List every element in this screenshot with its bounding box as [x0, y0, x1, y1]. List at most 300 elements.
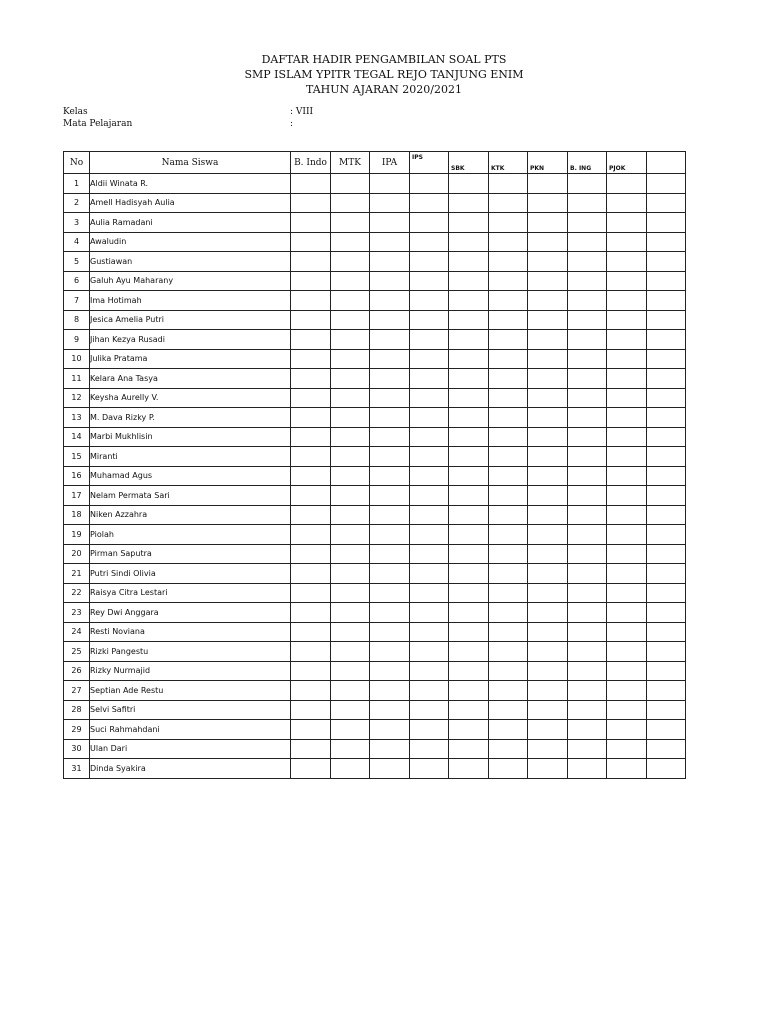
signature-cell[interactable] [291, 525, 331, 545]
signature-cell[interactable] [410, 739, 449, 759]
signature-cell[interactable] [331, 544, 370, 564]
signature-cell[interactable] [528, 271, 568, 291]
signature-cell[interactable] [607, 622, 647, 642]
signature-cell[interactable] [410, 427, 449, 447]
signature-cell[interactable] [331, 232, 370, 252]
signature-cell[interactable] [528, 603, 568, 623]
signature-cell[interactable] [370, 213, 410, 233]
signature-cell[interactable] [528, 291, 568, 311]
signature-cell[interactable] [331, 642, 370, 662]
signature-cell[interactable] [449, 720, 489, 740]
signature-cell[interactable] [607, 369, 647, 389]
signature-cell[interactable] [489, 408, 528, 428]
signature-cell[interactable] [410, 661, 449, 681]
signature-cell[interactable] [528, 505, 568, 525]
signature-cell[interactable] [568, 759, 607, 779]
signature-cell[interactable] [331, 369, 370, 389]
signature-cell[interactable] [410, 447, 449, 467]
signature-cell[interactable] [410, 525, 449, 545]
signature-cell[interactable] [647, 564, 686, 584]
signature-cell[interactable] [291, 349, 331, 369]
signature-cell[interactable] [647, 291, 686, 311]
signature-cell[interactable] [449, 271, 489, 291]
signature-cell[interactable] [568, 232, 607, 252]
signature-cell[interactable] [647, 388, 686, 408]
signature-cell[interactable] [607, 739, 647, 759]
signature-cell[interactable] [647, 661, 686, 681]
signature-cell[interactable] [568, 466, 607, 486]
signature-cell[interactable] [489, 291, 528, 311]
signature-cell[interactable] [647, 583, 686, 603]
signature-cell[interactable] [647, 681, 686, 701]
signature-cell[interactable] [410, 583, 449, 603]
signature-cell[interactable] [370, 369, 410, 389]
signature-cell[interactable] [607, 603, 647, 623]
signature-cell[interactable] [647, 525, 686, 545]
signature-cell[interactable] [449, 447, 489, 467]
signature-cell[interactable] [489, 330, 528, 350]
signature-cell[interactable] [449, 408, 489, 428]
signature-cell[interactable] [291, 291, 331, 311]
signature-cell[interactable] [607, 213, 647, 233]
signature-cell[interactable] [331, 720, 370, 740]
signature-cell[interactable] [410, 759, 449, 779]
signature-cell[interactable] [370, 564, 410, 584]
signature-cell[interactable] [568, 661, 607, 681]
signature-cell[interactable] [489, 349, 528, 369]
signature-cell[interactable] [331, 622, 370, 642]
signature-cell[interactable] [607, 583, 647, 603]
signature-cell[interactable] [647, 252, 686, 272]
signature-cell[interactable] [410, 349, 449, 369]
signature-cell[interactable] [291, 700, 331, 720]
signature-cell[interactable] [568, 330, 607, 350]
signature-cell[interactable] [370, 427, 410, 447]
signature-cell[interactable] [410, 330, 449, 350]
signature-cell[interactable] [528, 622, 568, 642]
signature-cell[interactable] [449, 505, 489, 525]
signature-cell[interactable] [331, 486, 370, 506]
signature-cell[interactable] [370, 408, 410, 428]
signature-cell[interactable] [370, 252, 410, 272]
signature-cell[interactable] [489, 642, 528, 662]
signature-cell[interactable] [410, 252, 449, 272]
signature-cell[interactable] [568, 174, 607, 194]
signature-cell[interactable] [449, 525, 489, 545]
signature-cell[interactable] [291, 642, 331, 662]
signature-cell[interactable] [528, 720, 568, 740]
signature-cell[interactable] [647, 642, 686, 662]
signature-cell[interactable] [370, 486, 410, 506]
signature-cell[interactable] [370, 310, 410, 330]
signature-cell[interactable] [607, 642, 647, 662]
signature-cell[interactable] [410, 193, 449, 213]
signature-cell[interactable] [449, 427, 489, 447]
signature-cell[interactable] [291, 310, 331, 330]
signature-cell[interactable] [528, 330, 568, 350]
signature-cell[interactable] [568, 700, 607, 720]
signature-cell[interactable] [647, 213, 686, 233]
signature-cell[interactable] [370, 505, 410, 525]
signature-cell[interactable] [410, 486, 449, 506]
signature-cell[interactable] [489, 213, 528, 233]
signature-cell[interactable] [568, 583, 607, 603]
signature-cell[interactable] [489, 174, 528, 194]
signature-cell[interactable] [568, 544, 607, 564]
signature-cell[interactable] [370, 174, 410, 194]
signature-cell[interactable] [489, 505, 528, 525]
signature-cell[interactable] [410, 564, 449, 584]
signature-cell[interactable] [410, 720, 449, 740]
signature-cell[interactable] [370, 466, 410, 486]
signature-cell[interactable] [449, 739, 489, 759]
signature-cell[interactable] [528, 759, 568, 779]
signature-cell[interactable] [489, 427, 528, 447]
signature-cell[interactable] [528, 310, 568, 330]
signature-cell[interactable] [647, 310, 686, 330]
signature-cell[interactable] [528, 486, 568, 506]
signature-cell[interactable] [607, 486, 647, 506]
signature-cell[interactable] [410, 408, 449, 428]
signature-cell[interactable] [568, 291, 607, 311]
signature-cell[interactable] [291, 739, 331, 759]
signature-cell[interactable] [528, 252, 568, 272]
signature-cell[interactable] [370, 291, 410, 311]
signature-cell[interactable] [607, 232, 647, 252]
signature-cell[interactable] [489, 700, 528, 720]
signature-cell[interactable] [568, 193, 607, 213]
signature-cell[interactable] [647, 271, 686, 291]
signature-cell[interactable] [568, 622, 607, 642]
signature-cell[interactable] [607, 525, 647, 545]
signature-cell[interactable] [449, 252, 489, 272]
signature-cell[interactable] [607, 466, 647, 486]
signature-cell[interactable] [568, 310, 607, 330]
signature-cell[interactable] [607, 388, 647, 408]
signature-cell[interactable] [647, 330, 686, 350]
signature-cell[interactable] [449, 544, 489, 564]
signature-cell[interactable] [607, 544, 647, 564]
signature-cell[interactable] [647, 759, 686, 779]
signature-cell[interactable] [647, 544, 686, 564]
signature-cell[interactable] [291, 330, 331, 350]
signature-cell[interactable] [291, 213, 331, 233]
signature-cell[interactable] [647, 720, 686, 740]
signature-cell[interactable] [410, 369, 449, 389]
signature-cell[interactable] [528, 408, 568, 428]
signature-cell[interactable] [449, 291, 489, 311]
signature-cell[interactable] [568, 739, 607, 759]
signature-cell[interactable] [291, 174, 331, 194]
signature-cell[interactable] [291, 661, 331, 681]
signature-cell[interactable] [410, 544, 449, 564]
signature-cell[interactable] [528, 213, 568, 233]
signature-cell[interactable] [568, 388, 607, 408]
signature-cell[interactable] [607, 349, 647, 369]
signature-cell[interactable] [410, 271, 449, 291]
signature-cell[interactable] [528, 700, 568, 720]
signature-cell[interactable] [449, 369, 489, 389]
signature-cell[interactable] [370, 544, 410, 564]
signature-cell[interactable] [449, 681, 489, 701]
signature-cell[interactable] [370, 739, 410, 759]
signature-cell[interactable] [568, 349, 607, 369]
signature-cell[interactable] [528, 193, 568, 213]
signature-cell[interactable] [291, 252, 331, 272]
signature-cell[interactable] [370, 388, 410, 408]
signature-cell[interactable] [647, 466, 686, 486]
signature-cell[interactable] [528, 681, 568, 701]
signature-cell[interactable] [449, 466, 489, 486]
signature-cell[interactable] [568, 505, 607, 525]
signature-cell[interactable] [291, 505, 331, 525]
signature-cell[interactable] [449, 232, 489, 252]
signature-cell[interactable] [291, 466, 331, 486]
signature-cell[interactable] [410, 213, 449, 233]
signature-cell[interactable] [331, 700, 370, 720]
signature-cell[interactable] [291, 388, 331, 408]
signature-cell[interactable] [291, 720, 331, 740]
signature-cell[interactable] [647, 739, 686, 759]
signature-cell[interactable] [410, 505, 449, 525]
signature-cell[interactable] [528, 447, 568, 467]
signature-cell[interactable] [410, 466, 449, 486]
signature-cell[interactable] [370, 720, 410, 740]
signature-cell[interactable] [331, 408, 370, 428]
signature-cell[interactable] [449, 564, 489, 584]
signature-cell[interactable] [528, 388, 568, 408]
signature-cell[interactable] [568, 525, 607, 545]
signature-cell[interactable] [449, 583, 489, 603]
signature-cell[interactable] [647, 174, 686, 194]
signature-cell[interactable] [370, 700, 410, 720]
signature-cell[interactable] [291, 583, 331, 603]
signature-cell[interactable] [568, 369, 607, 389]
signature-cell[interactable] [410, 388, 449, 408]
signature-cell[interactable] [647, 349, 686, 369]
signature-cell[interactable] [489, 603, 528, 623]
signature-cell[interactable] [370, 759, 410, 779]
signature-cell[interactable] [607, 720, 647, 740]
signature-cell[interactable] [331, 193, 370, 213]
signature-cell[interactable] [331, 174, 370, 194]
signature-cell[interactable] [528, 369, 568, 389]
signature-cell[interactable] [489, 720, 528, 740]
signature-cell[interactable] [647, 408, 686, 428]
signature-cell[interactable] [370, 681, 410, 701]
signature-cell[interactable] [528, 349, 568, 369]
signature-cell[interactable] [331, 739, 370, 759]
signature-cell[interactable] [568, 447, 607, 467]
signature-cell[interactable] [291, 544, 331, 564]
signature-cell[interactable] [568, 681, 607, 701]
signature-cell[interactable] [331, 330, 370, 350]
signature-cell[interactable] [370, 232, 410, 252]
signature-cell[interactable] [291, 681, 331, 701]
signature-cell[interactable] [607, 681, 647, 701]
signature-cell[interactable] [489, 447, 528, 467]
signature-cell[interactable] [331, 661, 370, 681]
signature-cell[interactable] [331, 291, 370, 311]
signature-cell[interactable] [528, 583, 568, 603]
signature-cell[interactable] [489, 622, 528, 642]
signature-cell[interactable] [489, 583, 528, 603]
signature-cell[interactable] [331, 681, 370, 701]
signature-cell[interactable] [607, 759, 647, 779]
signature-cell[interactable] [449, 486, 489, 506]
signature-cell[interactable] [449, 388, 489, 408]
signature-cell[interactable] [331, 583, 370, 603]
signature-cell[interactable] [607, 310, 647, 330]
signature-cell[interactable] [607, 700, 647, 720]
signature-cell[interactable] [607, 271, 647, 291]
signature-cell[interactable] [449, 700, 489, 720]
signature-cell[interactable] [331, 603, 370, 623]
signature-cell[interactable] [489, 310, 528, 330]
signature-cell[interactable] [489, 564, 528, 584]
signature-cell[interactable] [291, 369, 331, 389]
signature-cell[interactable] [370, 349, 410, 369]
signature-cell[interactable] [489, 369, 528, 389]
signature-cell[interactable] [489, 681, 528, 701]
signature-cell[interactable] [647, 603, 686, 623]
signature-cell[interactable] [607, 408, 647, 428]
signature-cell[interactable] [528, 427, 568, 447]
signature-cell[interactable] [410, 603, 449, 623]
signature-cell[interactable] [291, 271, 331, 291]
signature-cell[interactable] [489, 232, 528, 252]
signature-cell[interactable] [370, 193, 410, 213]
signature-cell[interactable] [647, 427, 686, 447]
signature-cell[interactable] [370, 603, 410, 623]
signature-cell[interactable] [410, 681, 449, 701]
signature-cell[interactable] [449, 193, 489, 213]
signature-cell[interactable] [607, 505, 647, 525]
signature-cell[interactable] [331, 466, 370, 486]
signature-cell[interactable] [370, 330, 410, 350]
signature-cell[interactable] [291, 564, 331, 584]
signature-cell[interactable] [489, 486, 528, 506]
signature-cell[interactable] [449, 174, 489, 194]
signature-cell[interactable] [528, 544, 568, 564]
signature-cell[interactable] [607, 661, 647, 681]
signature-cell[interactable] [607, 427, 647, 447]
signature-cell[interactable] [410, 232, 449, 252]
signature-cell[interactable] [291, 193, 331, 213]
signature-cell[interactable] [370, 642, 410, 662]
signature-cell[interactable] [331, 310, 370, 330]
signature-cell[interactable] [410, 174, 449, 194]
signature-cell[interactable] [568, 252, 607, 272]
signature-cell[interactable] [410, 291, 449, 311]
signature-cell[interactable] [291, 232, 331, 252]
signature-cell[interactable] [568, 427, 607, 447]
signature-cell[interactable] [647, 447, 686, 467]
signature-cell[interactable] [370, 525, 410, 545]
signature-cell[interactable] [449, 603, 489, 623]
signature-cell[interactable] [489, 544, 528, 564]
signature-cell[interactable] [331, 388, 370, 408]
signature-cell[interactable] [528, 564, 568, 584]
signature-cell[interactable] [331, 447, 370, 467]
signature-cell[interactable] [568, 720, 607, 740]
signature-cell[interactable] [370, 271, 410, 291]
signature-cell[interactable] [331, 564, 370, 584]
signature-cell[interactable] [291, 759, 331, 779]
signature-cell[interactable] [528, 661, 568, 681]
signature-cell[interactable] [370, 583, 410, 603]
signature-cell[interactable] [647, 505, 686, 525]
signature-cell[interactable] [607, 174, 647, 194]
signature-cell[interactable] [489, 271, 528, 291]
signature-cell[interactable] [370, 622, 410, 642]
signature-cell[interactable] [291, 408, 331, 428]
signature-cell[interactable] [331, 525, 370, 545]
signature-cell[interactable] [489, 525, 528, 545]
signature-cell[interactable] [410, 642, 449, 662]
signature-cell[interactable] [489, 661, 528, 681]
signature-cell[interactable] [410, 310, 449, 330]
signature-cell[interactable] [607, 447, 647, 467]
signature-cell[interactable] [291, 447, 331, 467]
signature-cell[interactable] [647, 700, 686, 720]
signature-cell[interactable] [449, 349, 489, 369]
signature-cell[interactable] [449, 330, 489, 350]
signature-cell[interactable] [528, 174, 568, 194]
signature-cell[interactable] [331, 349, 370, 369]
signature-cell[interactable] [370, 661, 410, 681]
signature-cell[interactable] [291, 603, 331, 623]
signature-cell[interactable] [331, 505, 370, 525]
signature-cell[interactable] [489, 759, 528, 779]
signature-cell[interactable] [291, 486, 331, 506]
signature-cell[interactable] [647, 369, 686, 389]
signature-cell[interactable] [449, 622, 489, 642]
signature-cell[interactable] [489, 388, 528, 408]
signature-cell[interactable] [489, 252, 528, 272]
signature-cell[interactable] [607, 330, 647, 350]
signature-cell[interactable] [410, 622, 449, 642]
signature-cell[interactable] [449, 759, 489, 779]
signature-cell[interactable] [647, 193, 686, 213]
signature-cell[interactable] [607, 252, 647, 272]
signature-cell[interactable] [607, 564, 647, 584]
signature-cell[interactable] [528, 466, 568, 486]
signature-cell[interactable] [528, 525, 568, 545]
signature-cell[interactable] [647, 622, 686, 642]
signature-cell[interactable] [607, 193, 647, 213]
signature-cell[interactable] [449, 661, 489, 681]
signature-cell[interactable] [528, 232, 568, 252]
signature-cell[interactable] [568, 271, 607, 291]
signature-cell[interactable] [568, 213, 607, 233]
signature-cell[interactable] [489, 466, 528, 486]
signature-cell[interactable] [291, 427, 331, 447]
signature-cell[interactable] [568, 408, 607, 428]
signature-cell[interactable] [331, 759, 370, 779]
signature-cell[interactable] [331, 427, 370, 447]
signature-cell[interactable] [568, 603, 607, 623]
signature-cell[interactable] [331, 271, 370, 291]
signature-cell[interactable] [607, 291, 647, 311]
signature-cell[interactable] [291, 622, 331, 642]
signature-cell[interactable] [489, 193, 528, 213]
signature-cell[interactable] [449, 310, 489, 330]
signature-cell[interactable] [331, 213, 370, 233]
signature-cell[interactable] [568, 486, 607, 506]
signature-cell[interactable] [489, 739, 528, 759]
signature-cell[interactable] [568, 642, 607, 662]
